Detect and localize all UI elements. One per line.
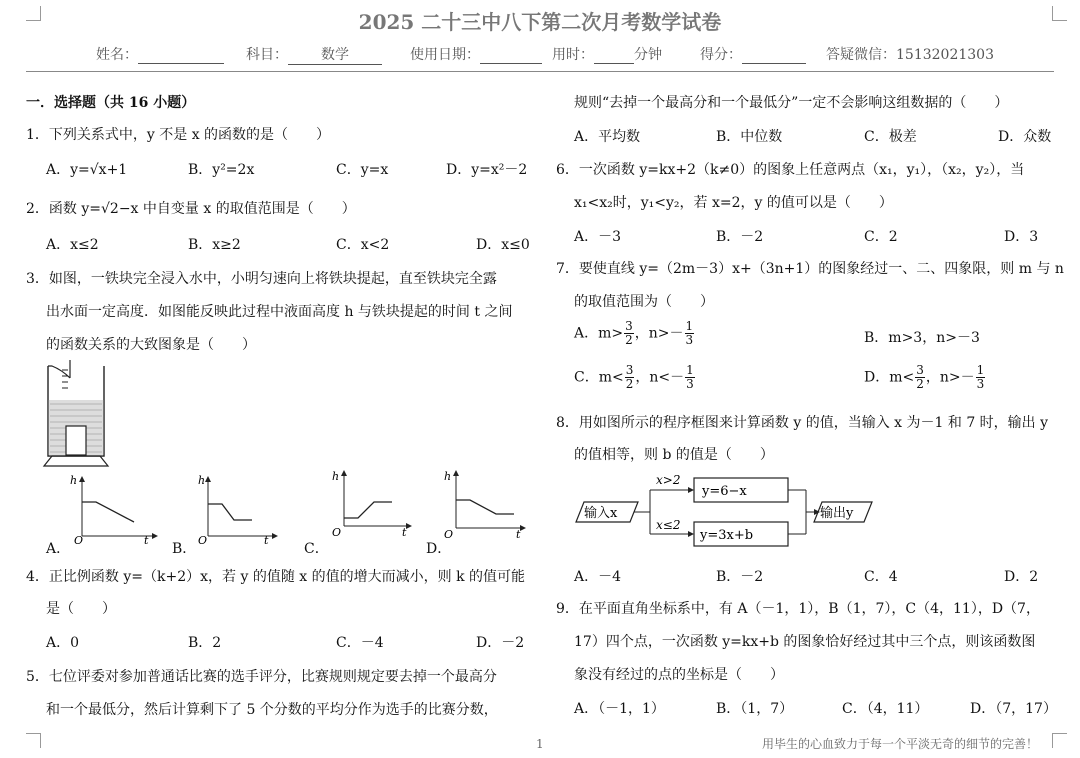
- q3a-t-label: t: [144, 534, 149, 544]
- q3-line-3: 的函数关系的大致图象是（ ）: [46, 337, 256, 353]
- q3d-t-label: t: [516, 528, 521, 540]
- q7-option-b: B．m>3，n>－3: [864, 330, 980, 346]
- q3-option-c: C．: [304, 541, 329, 557]
- q3-graph-b: [194, 474, 284, 544]
- q8-line-1: 8．用如图所示的程序框图来计算函数 y 的值，当输入 x 为－1 和 7 时，输出 y: [556, 415, 1049, 431]
- q6-option-d: D．3: [1004, 229, 1039, 245]
- q3-line-2: 出水面一定高度．如图能反映此过程中液面高度 h 与铁块提起的时间 t 之间: [46, 304, 513, 320]
- q5-option-c: C．极差: [864, 129, 917, 145]
- q3-graph-a: [68, 474, 158, 544]
- corner-mark-bottom-right: [1052, 733, 1067, 748]
- q7a-fraction-n: $\frac{1}{3}$: [685, 319, 694, 347]
- section-heading: 一．选择题（共 16 小题）: [26, 95, 196, 111]
- q6-line-1: 6．一次函数 y=kx+2（k≠0）的图象上任意两点（x₁，y₁），（x₂，y₂），当: [556, 162, 1025, 178]
- q8-option-c: C．4: [864, 569, 898, 585]
- q9-line-3: 象没有经过的点的坐标是（ ）: [574, 667, 784, 683]
- q3c-t-label: t: [402, 526, 407, 538]
- score-blank: [742, 47, 806, 64]
- q5-option-d: D．众数: [998, 129, 1052, 145]
- q3d-h-label: h: [444, 470, 452, 483]
- flow-box-bottom-label: y=3x+b: [700, 528, 754, 543]
- score-field: [700, 44, 806, 64]
- q7-option-a: [574, 320, 695, 347]
- q5-option-b: B．中位数: [716, 129, 783, 145]
- date-blank: [480, 47, 542, 64]
- q2-stem: 2．函数 y=√2−x 中自变量 x 的取值范围是（ ）: [26, 201, 356, 217]
- q4-option-c: C．－4: [336, 635, 384, 651]
- q9-option-b: B．（1，7）: [716, 701, 794, 717]
- time-field: [552, 44, 662, 64]
- flow-cond-top: x>2: [656, 473, 681, 487]
- q1-stem: 1．下列关系式中，y 不是 x 的函数的是（ ）: [26, 127, 331, 143]
- wechat-label: 答疑微信：: [826, 47, 896, 63]
- flow-cond-bottom: x≤2: [656, 518, 681, 532]
- q8-option-b: B．－2: [716, 569, 764, 585]
- q9-option-c: C．（4，11）: [842, 701, 929, 717]
- q9-line-2: 17）四个点，一次函数 y=kx+b 的图象恰好经过其中三个点，则该函数图: [574, 634, 1036, 650]
- flow-input-label: 输入x: [584, 506, 618, 521]
- q4-option-a: A．0: [46, 635, 80, 651]
- q6-line-2: x₁<x₂时，y₁<y₂，若 x=2，y 的值可以是（ ）: [574, 195, 893, 211]
- subject-field: [246, 44, 382, 65]
- wechat-value: 15132021303: [896, 47, 994, 63]
- q9-option-a: A．（－1，1）: [574, 701, 665, 717]
- q6-option-a: A．－3: [574, 229, 622, 245]
- q3b-h-label: h: [198, 474, 206, 487]
- q1-option-c: C．y=x: [336, 162, 389, 178]
- flow-box-top-label: y=6−x: [702, 484, 747, 499]
- q7-line-2: 的取值范围为（ ）: [574, 294, 714, 310]
- date-field: [410, 44, 542, 64]
- q2-option-a: A．x≤2: [46, 237, 99, 253]
- q8-flowchart: [572, 470, 882, 552]
- q4-line-1: 4．正比例函数 y=（k+2）x，若 y 的值随 x 的值的增大而减小，则 k 的值可能: [26, 569, 526, 585]
- beaker-figure: [42, 356, 116, 470]
- q1-option-a: A．y=√x+1: [46, 162, 128, 178]
- name-label: 姓名：: [96, 47, 138, 63]
- q3c-h-label: h: [332, 470, 340, 483]
- q3-option-d: D．: [426, 541, 452, 557]
- q7d-fraction-n: $\frac{1}{3}$: [976, 363, 985, 391]
- q8-option-d: D．2: [1004, 569, 1039, 585]
- q7a-prefix: A．m>: [574, 325, 624, 342]
- q3-line-1: 3．如图，一铁块完全浸入水中，小明匀速向上将铁块提起，直至铁块完全露: [26, 271, 497, 287]
- time-unit: 分钟: [634, 47, 662, 63]
- subject-label: 科目：: [246, 47, 288, 63]
- flow-output-label: 输出y: [820, 506, 854, 521]
- name-field: [96, 44, 224, 64]
- q7d-fraction-m: $\frac{3}{2}$: [916, 363, 924, 391]
- header-rule: [26, 71, 1054, 72]
- q4-option-b: B．2: [188, 635, 222, 651]
- q9-line-1: 9．在平面直角坐标系中，有 A（－1，1），B（1，7），C（4，11），D（7，: [556, 601, 1040, 617]
- q3-graph-c: [326, 468, 416, 538]
- q3c-origin: O: [332, 526, 342, 538]
- footer-motto: 用毕生的心血致力于每一个平淡无奇的细节的完善！: [762, 737, 1039, 751]
- time-blank: [594, 47, 634, 64]
- score-label: 得分：: [700, 47, 742, 63]
- q7a-fraction-m: $\frac{3}{2}$: [625, 319, 633, 347]
- page-number: 1: [536, 737, 544, 751]
- q6-option-b: B．－2: [716, 229, 764, 245]
- q3b-origin: O: [198, 534, 208, 544]
- time-label: 用时：: [552, 47, 594, 63]
- q8-line-2: 的值相等，则 b 的值是（ ）: [574, 447, 774, 463]
- q7d-middle: ，n>－: [925, 369, 975, 386]
- q3d-origin: O: [444, 528, 454, 540]
- q4-option-d: D．－2: [476, 635, 525, 651]
- corner-mark-bottom-left: [26, 733, 41, 748]
- q5-line-3: 规则“去掉一个最高分和一个最低分”一定不会影响这组数据的（ ）: [574, 95, 1009, 111]
- date-label: 使用日期：: [410, 47, 480, 63]
- q1-option-d: D．y=x²－2: [446, 162, 528, 178]
- q5-line-2: 和一个最低分，然后计算剩下了 5 个分数的平均分作为选手的比赛分数，: [46, 702, 498, 718]
- q9-option-d: D．（7，17）: [970, 701, 1057, 717]
- q7c-middle: ，n<－: [635, 369, 685, 386]
- q2-option-d: D．x≤0: [476, 237, 530, 253]
- q2-option-b: B．x≥2: [188, 237, 241, 253]
- q2-option-c: C．x<2: [336, 237, 390, 253]
- q7c-fraction-m: $\frac{3}{2}$: [625, 363, 634, 391]
- q7a-middle: ，n>－: [634, 325, 684, 342]
- q6-option-c: C．2: [864, 229, 898, 245]
- q4-line-2: 是（ ）: [46, 601, 116, 617]
- wechat-field: [826, 44, 994, 64]
- q7-option-c: [574, 364, 696, 391]
- q7c-prefix: C．m<: [574, 369, 624, 386]
- q3b-t-label: t: [264, 534, 269, 544]
- q7c-fraction-n: $\frac{1}{3}$: [686, 363, 694, 391]
- q3a-h-label: h: [70, 474, 78, 487]
- q3-option-b: B．: [172, 541, 197, 557]
- q3-graph-d: [440, 468, 530, 540]
- q5-option-a: A．平均数: [574, 129, 641, 145]
- q8-option-a: A．－4: [574, 569, 622, 585]
- exam-title: 2025 二十三中八下第二次月考数学试卷: [358, 10, 722, 34]
- q3-option-a: A．: [46, 541, 71, 557]
- q1-option-b: B．y²=2x: [188, 162, 255, 178]
- q7-option-d: [864, 364, 986, 391]
- q7-line-1: 7．要使直线 y=（2m－3）x+（3n+1）的图象经过一、二、四象限，则 m 与 n: [556, 261, 1064, 277]
- name-blank: [138, 47, 224, 64]
- q7d-prefix: D．m<: [864, 369, 915, 386]
- subject-value: 数学: [288, 44, 382, 65]
- q3a-origin: O: [74, 534, 84, 544]
- q5-line-1: 5．七位评委对参加普通话比赛的选手评分，比赛规则规定要去掉一个最高分: [26, 669, 497, 685]
